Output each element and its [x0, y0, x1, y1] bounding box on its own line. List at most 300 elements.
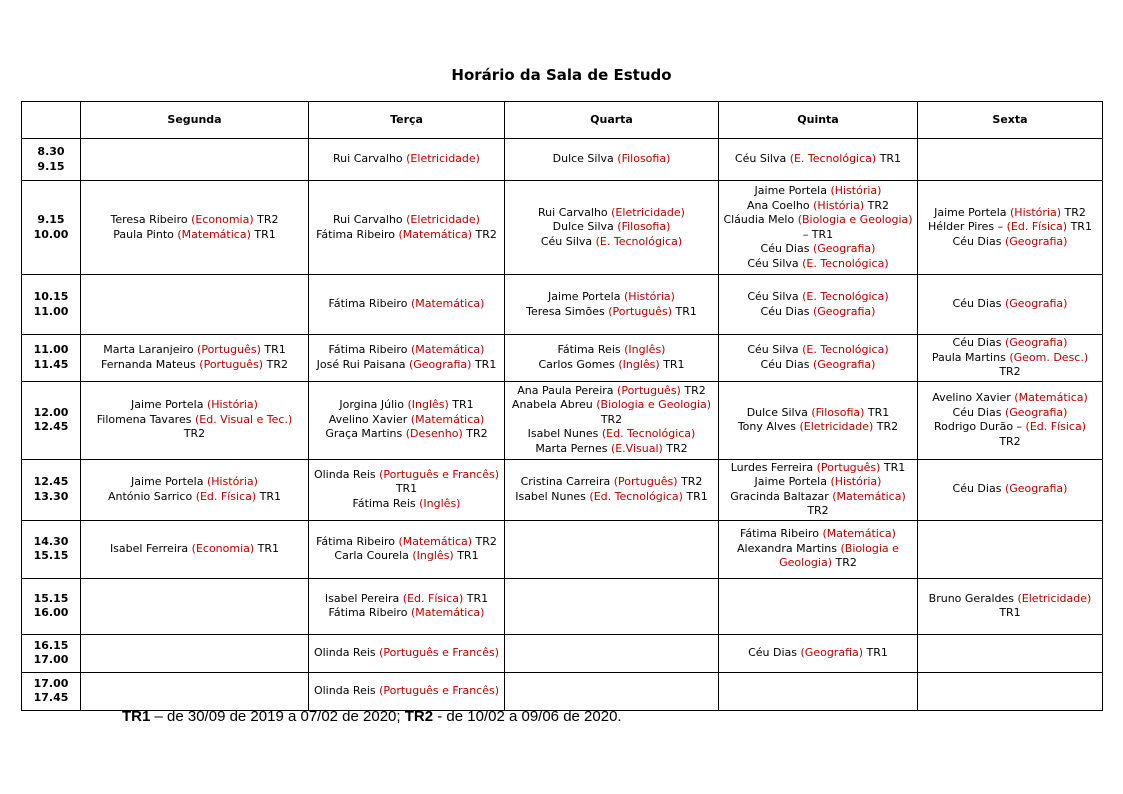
teacher-text: Rui Carvalho	[538, 205, 612, 219]
subject-text: (Filosofia)	[811, 405, 865, 419]
subject-text: (Matemática)	[410, 297, 485, 311]
cell-line	[508, 290, 715, 305]
cell-line	[921, 482, 1099, 497]
subject-text: (Economia)	[191, 213, 254, 226]
teacher-text: TR2	[183, 427, 206, 441]
subject-text: (Geografia)	[1004, 336, 1068, 349]
teacher-text: Céu Dias	[760, 357, 813, 371]
cell-line	[722, 257, 914, 272]
schedule-cell-segunda	[81, 459, 309, 520]
schedule-cell-segunda	[81, 275, 309, 335]
subject-text: (E. Tecnológica)	[595, 234, 683, 248]
cell-line	[312, 297, 501, 312]
teacher-text: TR2	[832, 556, 857, 570]
teacher-text: Dulce Silva	[746, 405, 812, 419]
subject-text: (Ed. Física)	[1025, 420, 1087, 433]
slot-end-time: 11.00	[33, 304, 69, 318]
slot-start-time: 8.30	[37, 145, 65, 158]
schedule-cell-sexta	[918, 275, 1103, 335]
cell-line	[508, 358, 715, 373]
cell-line	[722, 152, 914, 167]
teacher-text: TR1	[999, 606, 1021, 619]
teacher-text: Isabel Ferreira	[109, 541, 192, 555]
teacher-text: TR1	[395, 482, 418, 496]
schedule-cell-sexta	[918, 459, 1103, 520]
schedule-cell-quarta	[505, 634, 719, 672]
table-row	[22, 520, 1103, 578]
subject-text: (Biologia e Geologia)	[797, 213, 913, 226]
subject-text: (E. Tecnológica)	[802, 290, 889, 303]
teacher-text: Alexandra Martins	[737, 541, 841, 555]
slot-start-time: 14.30	[33, 534, 69, 548]
teacher-text: Teresa Ribeiro	[110, 213, 192, 226]
table-row	[22, 578, 1103, 634]
teacher-text: TR1	[876, 152, 902, 166]
cell-line	[84, 490, 305, 505]
subject-text: (E. Tecnológica)	[789, 152, 877, 166]
footer-period-text: - de 10/02 a 09/06 de 2020.	[433, 708, 622, 725]
slot-end-time: 13.30	[33, 489, 69, 503]
teacher-text: TR2	[999, 365, 1021, 378]
teacher-text: José Rui Paisana	[316, 357, 409, 371]
cell-line	[722, 184, 914, 199]
teacher-text: Jaime Portela	[548, 290, 624, 303]
teacher-text: Olinda Reis	[313, 645, 380, 659]
header-cell-time	[22, 102, 81, 139]
teacher-text: TR1	[863, 645, 888, 659]
subject-text: (Ed. Física)	[402, 591, 464, 605]
header-cell-segunda: Segunda	[81, 102, 309, 139]
teacher-text: TR1	[250, 227, 276, 241]
teacher-text: TR1	[463, 591, 489, 605]
subject-text: (Português e Francês)	[379, 683, 500, 697]
subject-text: (Geografia)	[812, 304, 876, 318]
teacher-text: Fátima Ribeiro	[316, 227, 399, 241]
subject-text: (Ed. Tecnológica)	[601, 427, 696, 441]
teacher-text: Dulce Silva	[552, 152, 618, 166]
subject-text: (Matemática)	[398, 534, 473, 548]
subject-text: (Matemática)	[410, 343, 485, 357]
subject-text: (Português)	[617, 383, 681, 397]
subject-text: (Matemática)	[410, 606, 485, 619]
subject-text: (Geografia)	[1004, 405, 1068, 419]
teacher-text: Fátima Ribeiro	[328, 343, 411, 357]
subject-text: (E. Tecnológica)	[802, 256, 889, 270]
schedule-cell-terca	[309, 634, 505, 672]
cell-line	[722, 504, 914, 519]
cell-line	[722, 542, 914, 557]
teacher-text: Fátima Ribeiro	[316, 534, 399, 548]
cell-line	[722, 406, 914, 421]
teacher-text: – TR1	[802, 227, 834, 241]
schedule-cell-quarta	[505, 672, 719, 710]
subject-text: (Geografia)	[1004, 482, 1068, 496]
subject-text: (Biologia e	[840, 541, 899, 555]
teacher-text: Céu Silva	[734, 152, 790, 166]
teacher-text: Carlos Gomes	[538, 357, 619, 371]
cell-line	[722, 242, 914, 257]
teacher-text: Fátima Ribeiro	[328, 606, 411, 619]
teacher-text: Fátima Ribeiro	[328, 297, 411, 311]
footer-note	[122, 708, 622, 725]
subject-text: (Biologia e Geologia)	[596, 398, 712, 412]
schedule-cell-quinta	[719, 381, 918, 459]
cell-line	[921, 606, 1099, 621]
teacher-text: Jaime Portela	[131, 398, 207, 412]
cell-line	[84, 475, 305, 490]
cell-line	[722, 228, 914, 243]
teacher-text: TR2	[462, 427, 488, 441]
cell-line	[722, 646, 914, 661]
schedule-cell-quarta	[505, 335, 719, 382]
table-row	[22, 634, 1103, 672]
teacher-text: Céu Dias	[952, 336, 1005, 349]
schedule-cell-terca	[309, 275, 505, 335]
teacher-text: Lurdes Ferreira	[730, 460, 817, 474]
cell-line	[921, 406, 1099, 421]
teacher-text: TR2	[472, 534, 497, 548]
schedule-cell-terca	[309, 139, 505, 181]
teacher-text: TR1	[672, 304, 697, 318]
cell-line	[722, 556, 914, 571]
cell-line	[84, 413, 305, 428]
cell-line	[722, 490, 914, 505]
subject-text: (E. Tecnológica)	[802, 343, 889, 357]
teacher-text: Isabel Pereira	[324, 591, 403, 605]
time-slot-cell	[22, 672, 81, 710]
subject-text: (Matemática)	[410, 412, 485, 426]
schedule-cell-quarta	[505, 181, 719, 275]
cell-line	[508, 427, 715, 442]
table-row	[22, 672, 1103, 710]
schedule-cell-quarta	[505, 578, 719, 634]
subject-text: (Ed. Física)	[1006, 220, 1068, 234]
subject-text: (Eletricidade)	[406, 152, 480, 166]
header-row	[22, 102, 1103, 139]
time-slot-cell	[22, 139, 81, 181]
teacher-text: Avelino Xavier	[932, 391, 1015, 404]
cell-line	[312, 228, 501, 243]
cell-line	[312, 482, 501, 497]
teacher-text: Marta Pernes	[535, 441, 611, 455]
table-row	[22, 381, 1103, 459]
subject-text: (Desenho)	[405, 427, 463, 441]
subject-text: Geologia)	[779, 556, 833, 570]
teacher-text: Hélder Pires –	[928, 220, 1007, 234]
slot-end-time: 12.45	[33, 420, 69, 433]
schedule-cell-terca	[309, 520, 505, 578]
teacher-text: Céu Dias	[952, 405, 1005, 419]
teacher-text: TR1	[471, 357, 497, 371]
cell-line	[312, 497, 501, 512]
subject-text: (Geografia)	[812, 242, 876, 255]
slot-start-time: 15.15	[33, 591, 69, 605]
slot-end-time: 15.15	[33, 549, 69, 562]
subject-text: (Geografia)	[812, 357, 876, 371]
teacher-text: Céu Dias	[748, 645, 801, 659]
subject-text: (Português)	[816, 460, 881, 474]
cell-line	[312, 358, 501, 373]
cell-line	[312, 398, 501, 413]
cell-line	[722, 475, 914, 490]
cell-line	[508, 413, 715, 428]
teacher-text: Ana Paula Pereira	[517, 383, 618, 397]
table-row	[22, 335, 1103, 382]
subject-text: (Inglês)	[618, 357, 660, 371]
cell-line	[921, 220, 1099, 235]
footer-period-text: – de 30/09 de 2019 a 07/02 de 2020;	[150, 708, 405, 725]
slot-end-time: 17.00	[33, 653, 69, 666]
slot-start-time: 10.15	[33, 290, 69, 303]
cell-line	[722, 199, 914, 214]
cell-line	[508, 343, 715, 358]
cell-line	[508, 398, 715, 413]
footer-period-code: TR2	[404, 708, 434, 725]
teacher-text: Olinda Reis	[313, 683, 380, 697]
teacher-text: Paula Pinto	[113, 227, 178, 241]
schedule-cell-segunda	[81, 181, 309, 275]
slot-end-time: 9.15	[37, 159, 65, 173]
cell-line	[84, 427, 305, 442]
schedule-cell-segunda	[81, 672, 309, 710]
table-row	[22, 139, 1103, 181]
subject-text: (Português e Francês)	[379, 645, 500, 659]
schedule-cell-terca	[309, 181, 505, 275]
teacher-text: TR1	[254, 541, 280, 555]
cell-line	[312, 427, 501, 442]
subject-text: (Eletricidade)	[611, 205, 685, 219]
teacher-text: TR1	[260, 343, 286, 357]
cell-line	[921, 592, 1099, 607]
table-row	[22, 459, 1103, 520]
cell-line	[508, 490, 715, 505]
teacher-text: Rui Carvalho	[333, 213, 407, 226]
cell-line	[921, 297, 1099, 312]
cell-line	[84, 228, 305, 243]
header-cell-quinta: Quinta	[719, 102, 918, 139]
teacher-text: Ana Coelho	[746, 198, 814, 212]
teacher-text: Graça Martins	[325, 427, 406, 441]
time-slot-cell	[22, 275, 81, 335]
schedule-cell-quinta	[719, 459, 918, 520]
subject-text: (Geografia)	[800, 645, 864, 659]
teacher-text: TR2	[680, 383, 706, 397]
subject-text: (Filosofia)	[617, 220, 671, 234]
teacher-text: TR1	[659, 357, 685, 371]
schedule-cell-quarta	[505, 275, 719, 335]
cell-line	[921, 235, 1099, 250]
subject-text: (Ed. Tecnológica)	[589, 489, 683, 503]
cell-line	[508, 152, 715, 167]
teacher-text: TR1	[256, 489, 282, 503]
cell-line	[312, 468, 501, 483]
subject-text: (Inglês)	[419, 496, 461, 510]
teacher-text: TR2	[472, 227, 497, 241]
subject-text: (Geografia)	[1004, 234, 1068, 248]
schedule-cell-sexta	[918, 520, 1103, 578]
teacher-text: Fernanda Mateus	[101, 357, 200, 371]
cell-line	[722, 420, 914, 435]
cell-line	[508, 235, 715, 250]
subject-text: (Ed. Física)	[195, 489, 257, 503]
slot-start-time: 12.00	[33, 405, 69, 419]
teacher-text: Cláudia Melo	[723, 213, 798, 226]
teacher-text: TR2	[807, 504, 829, 517]
teacher-text: Céu Dias	[952, 482, 1005, 496]
teacher-text: TR2	[1061, 205, 1086, 219]
cell-line	[921, 365, 1099, 380]
schedule-cell-segunda	[81, 578, 309, 634]
teacher-text: Jorgina Júlio	[339, 398, 408, 412]
cell-line	[722, 527, 914, 542]
schedule-cell-quinta	[719, 335, 918, 382]
cell-line	[312, 684, 501, 699]
schedule-cell-quarta	[505, 139, 719, 181]
cell-line	[84, 343, 305, 358]
time-slot-cell	[22, 335, 81, 382]
subject-text: (Português)	[608, 304, 673, 318]
teacher-text: Fátima Ribeiro	[740, 527, 823, 541]
teacher-text: TR2	[677, 475, 703, 488]
teacher-text: Fátima Reis	[557, 343, 625, 357]
cell-line	[722, 305, 914, 320]
teacher-text: Carla Courela	[334, 549, 413, 562]
cell-line	[722, 461, 914, 476]
teacher-text: TR1	[453, 549, 479, 562]
teacher-text: Jaime Portela	[131, 475, 207, 488]
teacher-text: Tony Alves	[737, 420, 800, 433]
schedule-cell-segunda	[81, 381, 309, 459]
cell-line	[921, 391, 1099, 406]
teacher-text: Céu Dias	[952, 234, 1005, 248]
cell-line	[508, 475, 715, 490]
subject-text: (Geografia)	[1004, 297, 1068, 311]
subject-text: (Inglês)	[407, 398, 449, 412]
slot-end-time: 17.45	[33, 691, 69, 704]
teacher-text: Filomena Tavares	[96, 412, 195, 426]
subject-text: (Matemática)	[822, 527, 896, 541]
subject-text: (Matemática)	[1014, 391, 1088, 404]
schedule-cell-quinta	[719, 139, 918, 181]
time-slot-cell	[22, 578, 81, 634]
teacher-text: TR1	[880, 460, 906, 474]
teacher-text: Dulce Silva	[552, 220, 618, 234]
slot-start-time: 9.15	[37, 213, 65, 226]
subject-text: (Eletricidade)	[799, 420, 874, 433]
subject-text: (História)	[813, 198, 865, 212]
slot-start-time: 16.15	[33, 638, 69, 652]
subject-text: (Geom. Desc.)	[1009, 350, 1089, 364]
cell-line	[508, 305, 715, 320]
schedule-table	[21, 101, 1103, 711]
teacher-text: Céu Silva	[747, 290, 803, 303]
teacher-text: TR2	[662, 441, 688, 455]
cell-line	[722, 290, 914, 305]
subject-text: (História)	[623, 290, 675, 303]
cell-line	[84, 542, 305, 557]
subject-text: (História)	[830, 184, 882, 197]
cell-line	[84, 398, 305, 413]
header-cell-sexta: Sexta	[918, 102, 1103, 139]
teacher-text: Céu Dias	[760, 304, 813, 318]
schedule-cell-sexta	[918, 672, 1103, 710]
cell-line	[921, 336, 1099, 351]
teacher-text: TR1	[864, 405, 890, 419]
time-slot-cell	[22, 459, 81, 520]
teacher-text: Céu Dias	[952, 297, 1005, 311]
schedule-cell-sexta	[918, 139, 1103, 181]
cell-line	[921, 420, 1099, 435]
schedule-cell-quinta	[719, 181, 918, 275]
subject-text: (Ed. Visual e Tec.)	[194, 412, 293, 426]
slot-end-time: 11.45	[33, 357, 69, 371]
cell-line	[312, 413, 501, 428]
schedule-cell-segunda	[81, 335, 309, 382]
table-row	[22, 275, 1103, 335]
subject-text: (Português)	[199, 357, 264, 371]
schedule-cell-quarta	[505, 520, 719, 578]
teacher-text: Rodrigo Durão –	[933, 420, 1026, 433]
subject-text: (Inglês)	[412, 549, 454, 562]
cell-line	[312, 535, 501, 550]
schedule-cell-quinta	[719, 275, 918, 335]
subject-text: (Português e Francês)	[379, 467, 500, 481]
header-cell-quarta: Quarta	[505, 102, 719, 139]
schedule-cell-terca	[309, 459, 505, 520]
subject-text: (História)	[206, 475, 258, 488]
teacher-text: António Sarrico	[107, 489, 196, 503]
time-slot-cell	[22, 181, 81, 275]
cell-line	[312, 343, 501, 358]
cell-line	[312, 592, 501, 607]
cell-line	[312, 549, 501, 564]
schedule-cell-quinta	[719, 634, 918, 672]
table-row	[22, 181, 1103, 275]
schedule-cell-quinta	[719, 672, 918, 710]
cell-line	[722, 213, 914, 228]
teacher-text: Anabela Abreu	[511, 398, 597, 412]
slot-start-time: 17.00	[33, 676, 69, 690]
teacher-text: TR1	[1067, 220, 1092, 234]
schedule-cell-quinta	[719, 520, 918, 578]
schedule-cell-segunda	[81, 520, 309, 578]
schedule-cell-sexta	[918, 578, 1103, 634]
subject-text: (Filosofia)	[617, 152, 671, 166]
teacher-text: Paula Martins	[931, 350, 1010, 364]
cell-line	[84, 358, 305, 373]
schedule-cell-segunda	[81, 139, 309, 181]
schedule-cell-terca	[309, 335, 505, 382]
cell-line	[312, 646, 501, 661]
schedule-cell-terca	[309, 381, 505, 459]
teacher-text: Céu Silva	[540, 234, 596, 248]
subject-text: (Português)	[197, 343, 261, 357]
schedule-cell-quinta	[719, 578, 918, 634]
header-cell-terca: Terça	[309, 102, 505, 139]
cell-line	[312, 152, 501, 167]
teacher-text: Isabel Nunes	[527, 427, 602, 441]
teacher-text: TR2	[873, 420, 899, 433]
time-slot-cell	[22, 634, 81, 672]
teacher-text: Cristina Carreira	[520, 475, 614, 488]
schedule-cell-terca	[309, 672, 505, 710]
teacher-text: Fátima Reis	[352, 496, 420, 510]
schedule-cell-sexta	[918, 181, 1103, 275]
schedule-cell-sexta	[918, 381, 1103, 459]
schedule-cell-quarta	[505, 381, 719, 459]
subject-text: (História)	[830, 475, 882, 488]
time-slot-cell	[22, 520, 81, 578]
